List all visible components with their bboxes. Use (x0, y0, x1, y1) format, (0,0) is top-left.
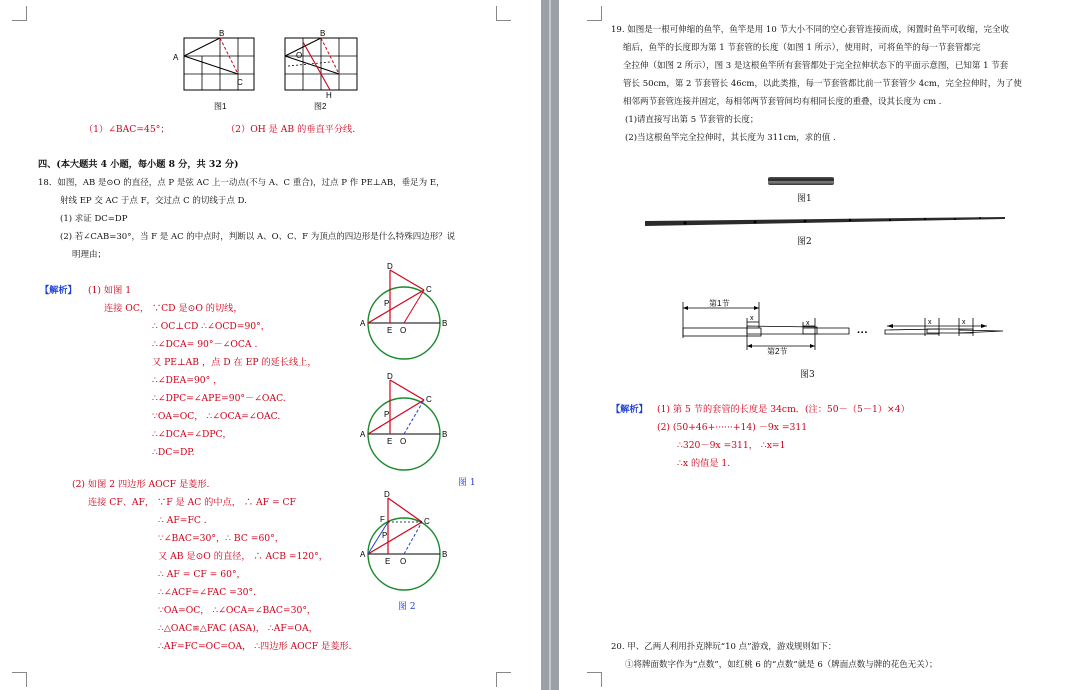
q19-line4: 管长 50cm，第 2 节套管长 46cm，以此类推，每一节套管都比前一节套管少 4cm，完全拉伸时，为了使 (623, 79, 1022, 89)
fig1-label-a: A (173, 53, 179, 62)
sol18-line2: ∵∠BAC=30°，∴ BC =60°， (158, 533, 284, 544)
seg1-label: 第1节 (709, 299, 730, 308)
grid-figure-1 (173, 29, 254, 111)
sol19-line4: ∴x 的值是 1. (677, 458, 731, 469)
crop-mark-top-right (496, 6, 511, 21)
rod-schematic-diagram (677, 296, 1009, 358)
grid-figures-top (170, 26, 370, 116)
rod-figure1-caption: 图1 (797, 194, 812, 204)
fig1-label-b: B (219, 29, 225, 38)
right-page (559, 0, 1081, 690)
c2-label-p: P (384, 410, 390, 419)
overlap-x-3: x (928, 319, 932, 326)
c2-label-b: B (442, 430, 448, 439)
c1-label-p: P (384, 299, 390, 308)
solution-tag-19: 【解析】 (611, 404, 648, 415)
circle-figure-1 (358, 260, 458, 362)
sol18-line: ∴∠DCA= 90°－∠OCA . (152, 339, 258, 350)
section-heading: 四、(本大题共 4 小题，每小题 8 分，共 32 分) (38, 159, 239, 170)
c2-label-a: A (360, 430, 366, 439)
q19-line2: 缩后，鱼竿的长度即为第 1 节套管的长度（如图 1 所示），使用时，可将鱼竿的每一节套管都完 (623, 43, 981, 53)
fig1-label-c: C (237, 78, 243, 87)
solution-tag-18: 【解析】 (40, 285, 77, 296)
answer-part1: （1）∠BAC=45°； (84, 124, 170, 135)
rod-figure2-caption: 图2 (797, 237, 812, 247)
c1-label-e: E (387, 326, 393, 335)
c3-label-f: F (380, 515, 385, 524)
sol18-line: ∴∠DPC=∠APE=90°－∠OAC. (152, 393, 286, 404)
c1-label-a: A (360, 319, 366, 328)
c3-label-o: O (400, 557, 407, 566)
crop-mark-top-left (587, 6, 602, 21)
sol18-line2: 又 AB 是⊙O 的直径， ∴ ACB =120°， (158, 551, 328, 562)
q18-line2: 射线 EP 交 AC 于点 F，交过点 C 的切线于点 D. (60, 196, 247, 206)
sol18-line: ∴∠DCA=∠DPC， (152, 429, 232, 440)
q19-line1: 19. 如图是一根可伸缩的鱼竿，鱼竿是用 10 节大小不同的空心套管连接而成，闲置时鱼竿可收缩，完全收 (611, 25, 1009, 35)
overlap-x-1: x (750, 315, 754, 322)
fig2-label-o: O (296, 51, 303, 60)
sol19-line2: (2) (50+46+······+14) －9x =311 (657, 422, 808, 433)
c3-label-d: D (384, 490, 390, 499)
crop-mark-bottom-left (587, 672, 602, 687)
sol19-line3: ∴320－9x =311， ∴x=1 (677, 440, 786, 451)
q19-line7: (2)当这根鱼竿完全拉伸时，其长度为 311cm，求的值 . (625, 133, 836, 143)
sol18-line: ∵OA=OC， ∴∠OCA=∠OAC. (152, 411, 281, 422)
crop-mark-bottom-left (12, 672, 27, 687)
rod-figure3-caption: 图3 (800, 370, 815, 380)
q19-line5: 相邻两节套管连接并固定，每相邻两节套管间均有相同长度的重叠，设其长度为 cm . (623, 97, 942, 107)
sol18-part2-heading: (2) 如图 2 四边形 AOCF 是菱形. (72, 479, 210, 490)
seg2-label: 第2节 (767, 347, 788, 356)
crop-mark-top-left (12, 6, 27, 21)
c2-label-c: C (426, 395, 432, 404)
c1-label-c: C (426, 285, 432, 294)
q20-line1: 20. 甲、乙两人利用扑克牌玩“10 点”游戏，游戏规则如下： (611, 642, 837, 652)
grid-figure-2 (285, 29, 357, 111)
q18-line3: (1) 求证 DC=DP (60, 214, 128, 224)
fig2-caption: 图2 (314, 102, 327, 111)
overlap-x-4: x (962, 319, 966, 326)
c2-label-d: D (387, 372, 393, 381)
q18-line1: 18．如图，AB 是⊙O 的直径，点 P 是弦 AC 上一动点(不与 A、C 重合)，过点 P 作 PE⊥AB，垂足为 E， (38, 178, 445, 188)
sol18-line: 又 PE⊥AB ，点 D 在 EP 的延长线上， (152, 357, 317, 368)
figure-label-2: 图 2 (398, 602, 416, 612)
sol18-line: ∴ OC⊥CD ∴∠OCD=90°， (152, 321, 270, 332)
answer-part2: （2）OH 是 AB 的垂直平分线. (226, 124, 356, 135)
c3-label-p: P (382, 531, 388, 540)
extended-rod-image (645, 214, 1015, 232)
q18-line4: (2) 若∠CAB=30°，当 F 是 AC 的中点时，判断以 A、O、C、F 为顶点的四边形是什么特殊四边形？说 (60, 232, 456, 242)
sol18-line2: ∴∠ACF=∠FAC =30°. (158, 587, 257, 598)
sol18-line: ∴∠DEA=90° ， (152, 375, 223, 386)
q20-line2: ①将牌面数字作为“点数”，如红桃 6 的“点数”就是 6（牌面点数与牌的花色无关）； (625, 660, 938, 670)
sol18-line2: ∴ AF = CF = 60°， (158, 569, 246, 580)
sol18-line2: 连接 CF、AF， ∵F 是 AC 的中点， ∴ AF = CF (88, 497, 296, 508)
q18-line5: 明理由； (72, 250, 107, 260)
sol18-part1-heading: (1) 如图 1 (88, 285, 132, 296)
collapsed-rod-image (768, 177, 834, 185)
ellipsis: ··· (857, 327, 868, 339)
sol18-line2: ∴△OAC≌△FAC (ASA)， ∴AF=OA， (158, 623, 318, 634)
c1-label-b: B (442, 319, 448, 328)
sol18-line2: ∴AF=FC=OC=OA， ∴四边形 AOCF 是菱形. (158, 641, 352, 652)
c2-label-e: E (387, 437, 393, 446)
fig2-label-b: B (320, 29, 326, 38)
overlap-x-2: x (806, 320, 810, 327)
fig2-label-h: H (326, 91, 332, 100)
sol18-line2: ∴ AF=FC . (158, 515, 207, 526)
circle-figure-3 (358, 488, 458, 594)
c3-label-e: E (385, 557, 391, 566)
sol18-line2: ∵OA=OC， ∴∠OCA=∠BAC=30°， (158, 605, 317, 616)
c3-label-a: A (360, 550, 366, 559)
figure-label-1: 图 1 (458, 478, 476, 488)
c1-label-o: O (400, 326, 407, 335)
fig1-caption: 图1 (214, 102, 227, 111)
sol18-line: ∴DC=DP. (152, 447, 195, 458)
q19-line3: 全拉伸（如图 2 所示），图 3 是这根鱼竿所有套管都处于完全拉伸状态下的平面示意图，已知第 1 节套 (623, 61, 1009, 71)
circle-figure-2 (358, 370, 458, 474)
sol18-line: 连接 OC， ∵CD 是⊙O 的切线， (104, 303, 243, 314)
sol19-line1: (1) 第 5 节的套管的长度是 34cm．(注：50－（5－1）×4） (657, 404, 910, 415)
gutter-divider (549, 0, 551, 690)
crop-mark-bottom-right (496, 672, 511, 687)
c3-label-c: C (424, 517, 430, 526)
q19-line6: (1)请直接写出第 5 节套管的长度； (625, 115, 759, 125)
c3-label-b: B (442, 550, 448, 559)
c2-label-o: O (400, 437, 407, 446)
c1-label-d: D (387, 262, 393, 271)
